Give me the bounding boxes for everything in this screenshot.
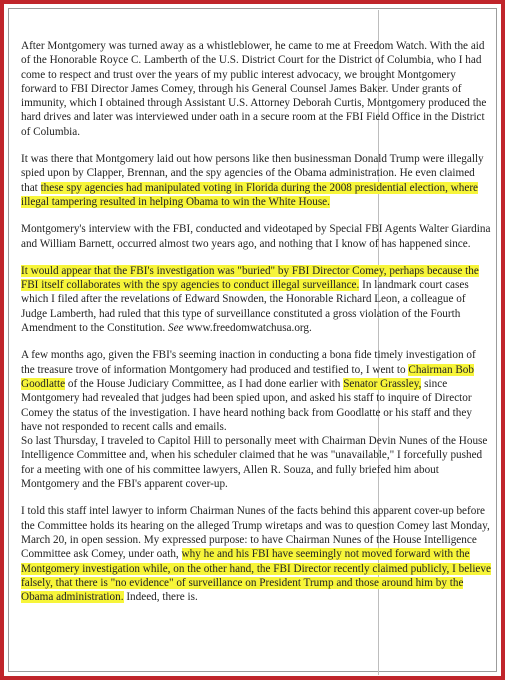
letter-body xyxy=(21,39,491,617)
paragraph-7-text: I told this staff intel lawyer to inform Chairman Nunes of the facts behind this apparent cover-up before the Committee holds its hearing on the alleged Trump wiretaps and was to question Comey last Monday, March 20, in open session. My expressed purpose: to have Chairman Nunes of the House Intelligence Committee ask Comey, under oath, xyxy=(21,505,490,561)
paragraph-3: Montgomery's interview with the FBI, conducted and videotaped by Special FBI Agents Walter Giardina and William Barnett, occurred almost two years ago, and nothing that I know of has happened since. xyxy=(21,223,491,250)
website-reference: www.freedomwatchusa.org. xyxy=(183,322,312,335)
paragraph-2-text: It was there that Montgomery laid out how persons like then businessman Donald Trump were illegally spied upon by Clapper, Brennan, and the spy agencies of the Obama administration. He even claimed that xyxy=(21,153,484,194)
paragraph-4-text: In landmark court cases which I filed after the revelations of Edward Snowden, the Honorable Richard Leon, a colleague of Judge Lamberth, had ruled that this type of surveillance constituted a gross violation of the Fourth Amendment to the Constitution. xyxy=(21,279,469,335)
paragraph-4 xyxy=(21,264,491,335)
see-reference: See xyxy=(167,322,184,335)
paragraph-2 xyxy=(21,152,491,209)
highlight-goodlatte: Chairman Bob Goodlatte xyxy=(21,363,474,390)
highlight-grassley: Senator Grassley, xyxy=(343,377,422,390)
paragraph-1: After Montgomery was turned away as a whistleblower, he came to me at Freedom Watch. With the aid of the Honorable Royce C. Lamberth of the U.S. District Court for the District of Columbia, who I had come to respect and trust over the years of my public interest advocacy, we brought Montgomery forward to FBI Director James Comey, through his General Counsel James Baker. Under grants of immunity, which I obtained through Assistant U.S. Attorney Deborah Curtis, Montgomery produced the hard drives and later was interviewed under oath in a secure room at the FBI Field Office in the District of Columbia. xyxy=(21,40,487,138)
paragraph-6: So last Thursday, I traveled to Capitol Hill to personally meet with Chairman Devin Nunes of the House Intelligence Committee and, when his scheduler claimed that he was "unavailable," I forcefully pushed for a meeting with one of his committee lawyers, Allen R. Souza, and fully briefed him about Montgomery and the FBI's apparent cover-up. xyxy=(21,435,488,491)
paragraph-7: I told this staff intel lawyer to inform Chairman Nunes of the facts behind this apparent cover-up before the Committee holds its hearing on the alleged Trump wiretaps and was to question Comey last Monday, March 20, in open session. My expressed purpose: to have Chairman Nunes of the House Intelligence Committee ask Comey, under oath, why he and his FBI have seemingly not moved forward with the Montgomery investigation while, on the other hand, the FBI Director recently claimed publicly, I believe falsely, that there is "no evidence" of surveillance on President Trump and those around him by the Obama administration. Indeed, there is. xyxy=(21,505,491,604)
paragraph-5: A few months ago, given the FBI's seeming inaction in conducting a bona fide timely investigation of the treasure trove of information Montgomery had produced and testified to, I went to Chairman Bob Goodlatte of the House Judiciary Committee, as I had done earlier with Senator Grassley, since Montgomery had revealed that judges had been spied upon, and asked his staff to inquire of Director Comey the status of the investigation. I have heard nothing back from Goodlatte or his staff and they have not responded to recent calls and emails. xyxy=(21,349,476,433)
highlight-florida-voting: these spy agencies had manipulated voting in Florida during the 2008 presidential election, where illegal tampering resulted in helping Obama to win the White House. xyxy=(21,181,479,208)
highlight-no-evidence: why he and his FBI have seemingly not moved forward with the Montgomery investigation while, on the other hand, the FBI Director recently claimed publicly, I believe falsely, that there is "no evidence" of surveillance on President Trump and those around him by the Obama administration. xyxy=(21,548,491,604)
highlight-investigation-buried: It would appear that the FBI's investigation was "buried" by FBI Director Comey, perhaps because the FBI itself collaborates with the spy agencies to conduct illegal surveillance. xyxy=(21,264,479,292)
paragraph-5-text: A few months ago, given the FBI's seeming inaction in conducting a bona fide timely investigation of the treasure trove of information Montgomery had produced and testified to, I went to xyxy=(21,349,476,376)
